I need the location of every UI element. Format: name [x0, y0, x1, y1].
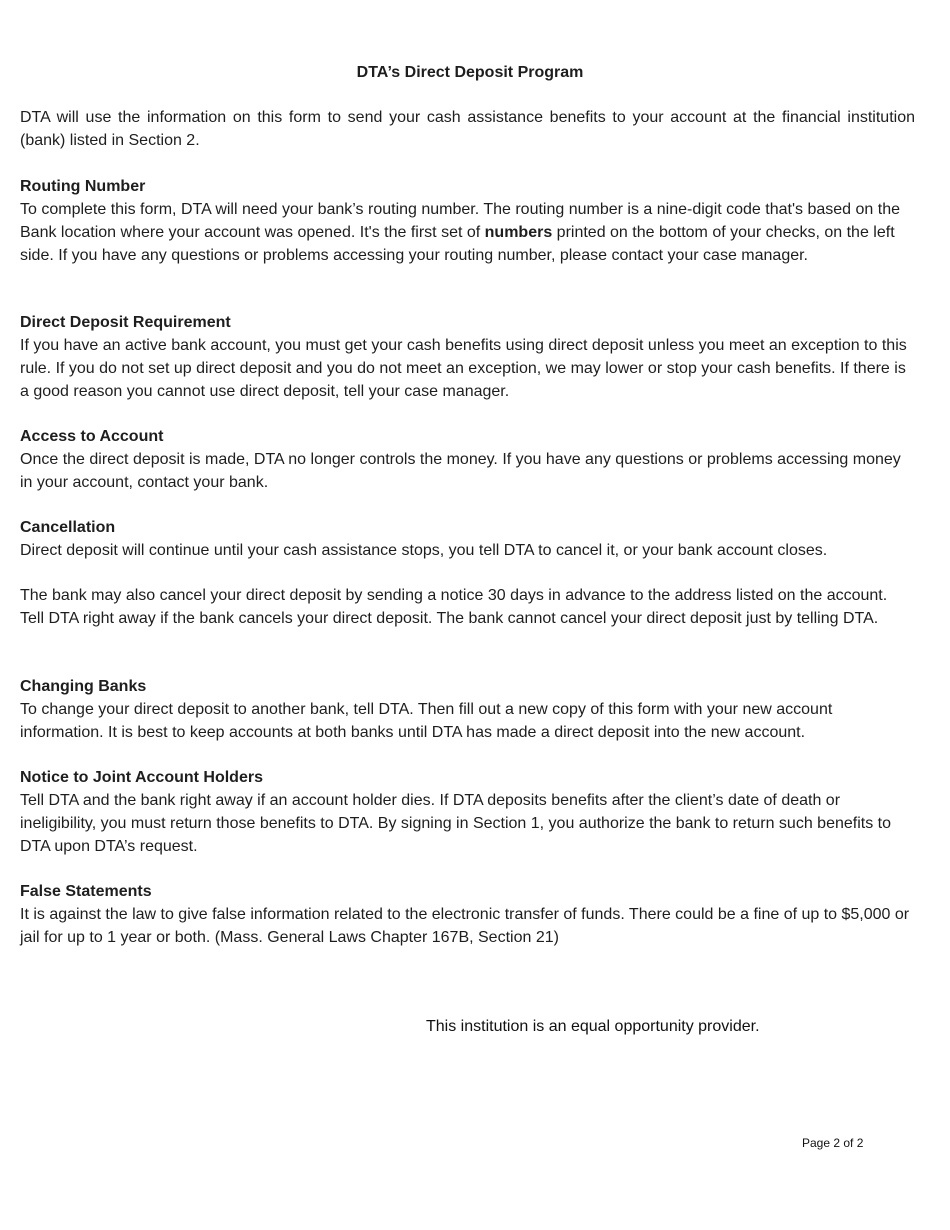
document-title: DTA’s Direct Deposit Program — [356, 64, 584, 81]
changing-banks-text: To change your direct deposit to another bank, tell DTA. Then fill out a new copy of this form with your new account information. It is best to keep accounts at both banks until DTA has made a direct deposit into the new account. — [20, 701, 833, 741]
cancellation-bank-paragraph: The bank may also cancel your direct deposit by sending a notice 30 days in advance to the address listed on the account. Tell DTA right away if the bank cancels your direct deposit. The bank cannot cancel your direct deposit just by telling DTA. — [20, 587, 888, 627]
direct-deposit-requirement-section — [20, 311, 915, 403]
cancellation-text: Direct deposit will continue until your cash assistance stops, you tell DTA to cancel it, or your bank account closes. — [20, 542, 828, 559]
routing-number-heading: Routing Number — [20, 178, 146, 195]
changing-banks-heading: Changing Banks — [20, 678, 147, 695]
routing-number-text-start: To complete this form, DTA will need your bank’s routing number. The routing number is a nine-digit code that's based on the Bank location where your account was opened. It's the first set of — [20, 201, 900, 241]
changing-banks-section — [20, 675, 915, 744]
joint-account-section — [20, 766, 915, 858]
cancellation-heading: Cancellation — [20, 519, 116, 536]
access-to-account-section — [20, 425, 915, 494]
routing-number-text-end: printed on the bottom of your checks, on the left side. If you have any questions or problems accessing your routing number, please contact your case manager. — [20, 224, 895, 264]
equal-opportunity-statement: This institution is an equal opportunity provider. — [426, 1018, 760, 1035]
cancellation-section — [20, 516, 915, 562]
false-statements-section — [20, 880, 915, 949]
joint-account-heading: Notice to Joint Account Holders — [20, 769, 263, 786]
routing-number-section — [20, 175, 915, 267]
routing-number-bold-word: numbers — [484, 224, 553, 241]
access-heading: Access to Account — [20, 428, 164, 445]
intro-paragraph: DTA will use the information on this form to send your cash assistance benefits to your account at the financial institution (bank) listed in Section 2. — [20, 109, 915, 149]
access-text: Once the direct deposit is made, DTA no longer controls the money. If you have any questions or problems accessing money in your account, contact your bank. — [20, 451, 901, 491]
requirement-text: If you have an active bank account, you must get your cash benefits using direct deposit unless you meet an exception to this rule. If you do not set up direct deposit and you do not meet an exception, we may lower or stop your cash benefits. If there is a good reason you cannot use direct deposit, tell your case manager. — [20, 337, 907, 400]
false-statements-heading: False Statements — [20, 883, 152, 900]
false-statements-text: It is against the law to give false information related to the electronic transfer of funds. There could be a fine of up to $5,000 or jail for up to 1 year or both. (Mass. General Laws Chapter 167B, Section 21) — [20, 906, 910, 946]
joint-account-text: Tell DTA and the bank right away if an account holder dies. If DTA deposits benefits after the client’s date of death or ineligibility, you must return those benefits to DTA. By signing in Section 1, you authorize the bank to return such benefits to DTA upon DTA’s request. — [20, 792, 891, 855]
requirement-heading: Direct Deposit Requirement — [20, 314, 231, 331]
page-number: Page 2 of 2 — [802, 1136, 864, 1150]
